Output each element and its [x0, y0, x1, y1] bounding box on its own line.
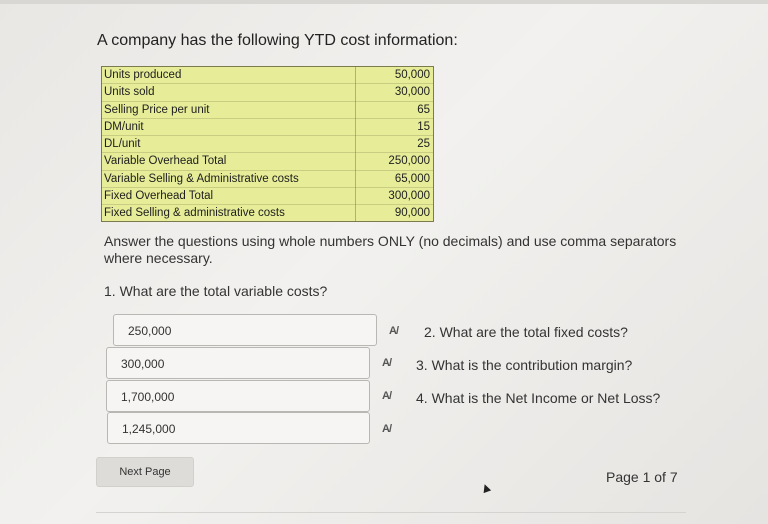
row-value: 15	[417, 120, 430, 133]
answer-3-input[interactable]: 1,700,000	[106, 380, 370, 412]
row-label: Units produced	[104, 69, 182, 81]
table-row	[102, 102, 433, 119]
row-label: Fixed Selling & administrative costs	[104, 207, 285, 220]
mouse-cursor-icon	[481, 483, 491, 493]
next-page-button[interactable]: Next Page	[96, 457, 194, 487]
top-border	[0, 0, 768, 4]
spellcheck-icon[interactable]: A/	[382, 423, 391, 435]
spellcheck-icon[interactable]: A/	[382, 357, 391, 369]
bottom-divider	[96, 512, 686, 513]
table-row	[102, 188, 433, 205]
table-row	[102, 153, 433, 170]
row-value: 50,000	[394, 69, 430, 81]
row-label: Selling Price per unit	[104, 103, 210, 116]
row-value: 25	[417, 138, 430, 151]
answer-1-input[interactable]: 250,000	[113, 314, 377, 346]
row-value: 30,000	[394, 86, 430, 99]
table-row	[102, 119, 433, 136]
spellcheck-icon[interactable]: A/	[382, 390, 391, 402]
question-2: 2. What are the total fixed costs?	[424, 324, 628, 340]
table-row	[102, 67, 433, 84]
table-column-divider	[355, 66, 356, 222]
row-label: Units sold	[104, 86, 155, 99]
question-1: 1. What are the total variable costs?	[104, 283, 328, 299]
question-4: 4. What is the Net Income or Net Loss?	[416, 390, 661, 406]
table-row	[102, 171, 433, 188]
spellcheck-icon[interactable]: A/	[389, 325, 398, 337]
table-row	[102, 205, 433, 222]
row-value: 300,000	[388, 190, 430, 203]
row-value: 65,000	[394, 172, 430, 185]
row-label: Variable Overhead Total	[104, 155, 227, 168]
table-row	[102, 84, 433, 101]
question-3: 3. What is the contribution margin?	[416, 357, 633, 373]
prompt-text: A company has the following YTD cost information:	[97, 32, 458, 49]
instructions-text: Answer the questions using whole numbers ONLY (no decimals) and use comma separators where necessary.	[104, 233, 677, 266]
answer-4-input[interactable]: 1,245,000	[107, 412, 370, 444]
row-value: 90,000	[394, 207, 430, 220]
row-label: Fixed Overhead Total	[104, 190, 214, 203]
cost-table	[101, 66, 434, 222]
answer-2-input[interactable]: 300,000	[106, 347, 370, 379]
row-value: 250,000	[388, 155, 430, 168]
row-label: Variable Selling & Administrative costs	[104, 172, 299, 185]
row-label: DL/unit	[104, 138, 141, 151]
page-indicator: Page 1 of 7	[606, 469, 678, 485]
table-row	[102, 136, 433, 153]
row-label: DM/unit	[104, 120, 144, 133]
row-value: 65	[417, 103, 430, 116]
